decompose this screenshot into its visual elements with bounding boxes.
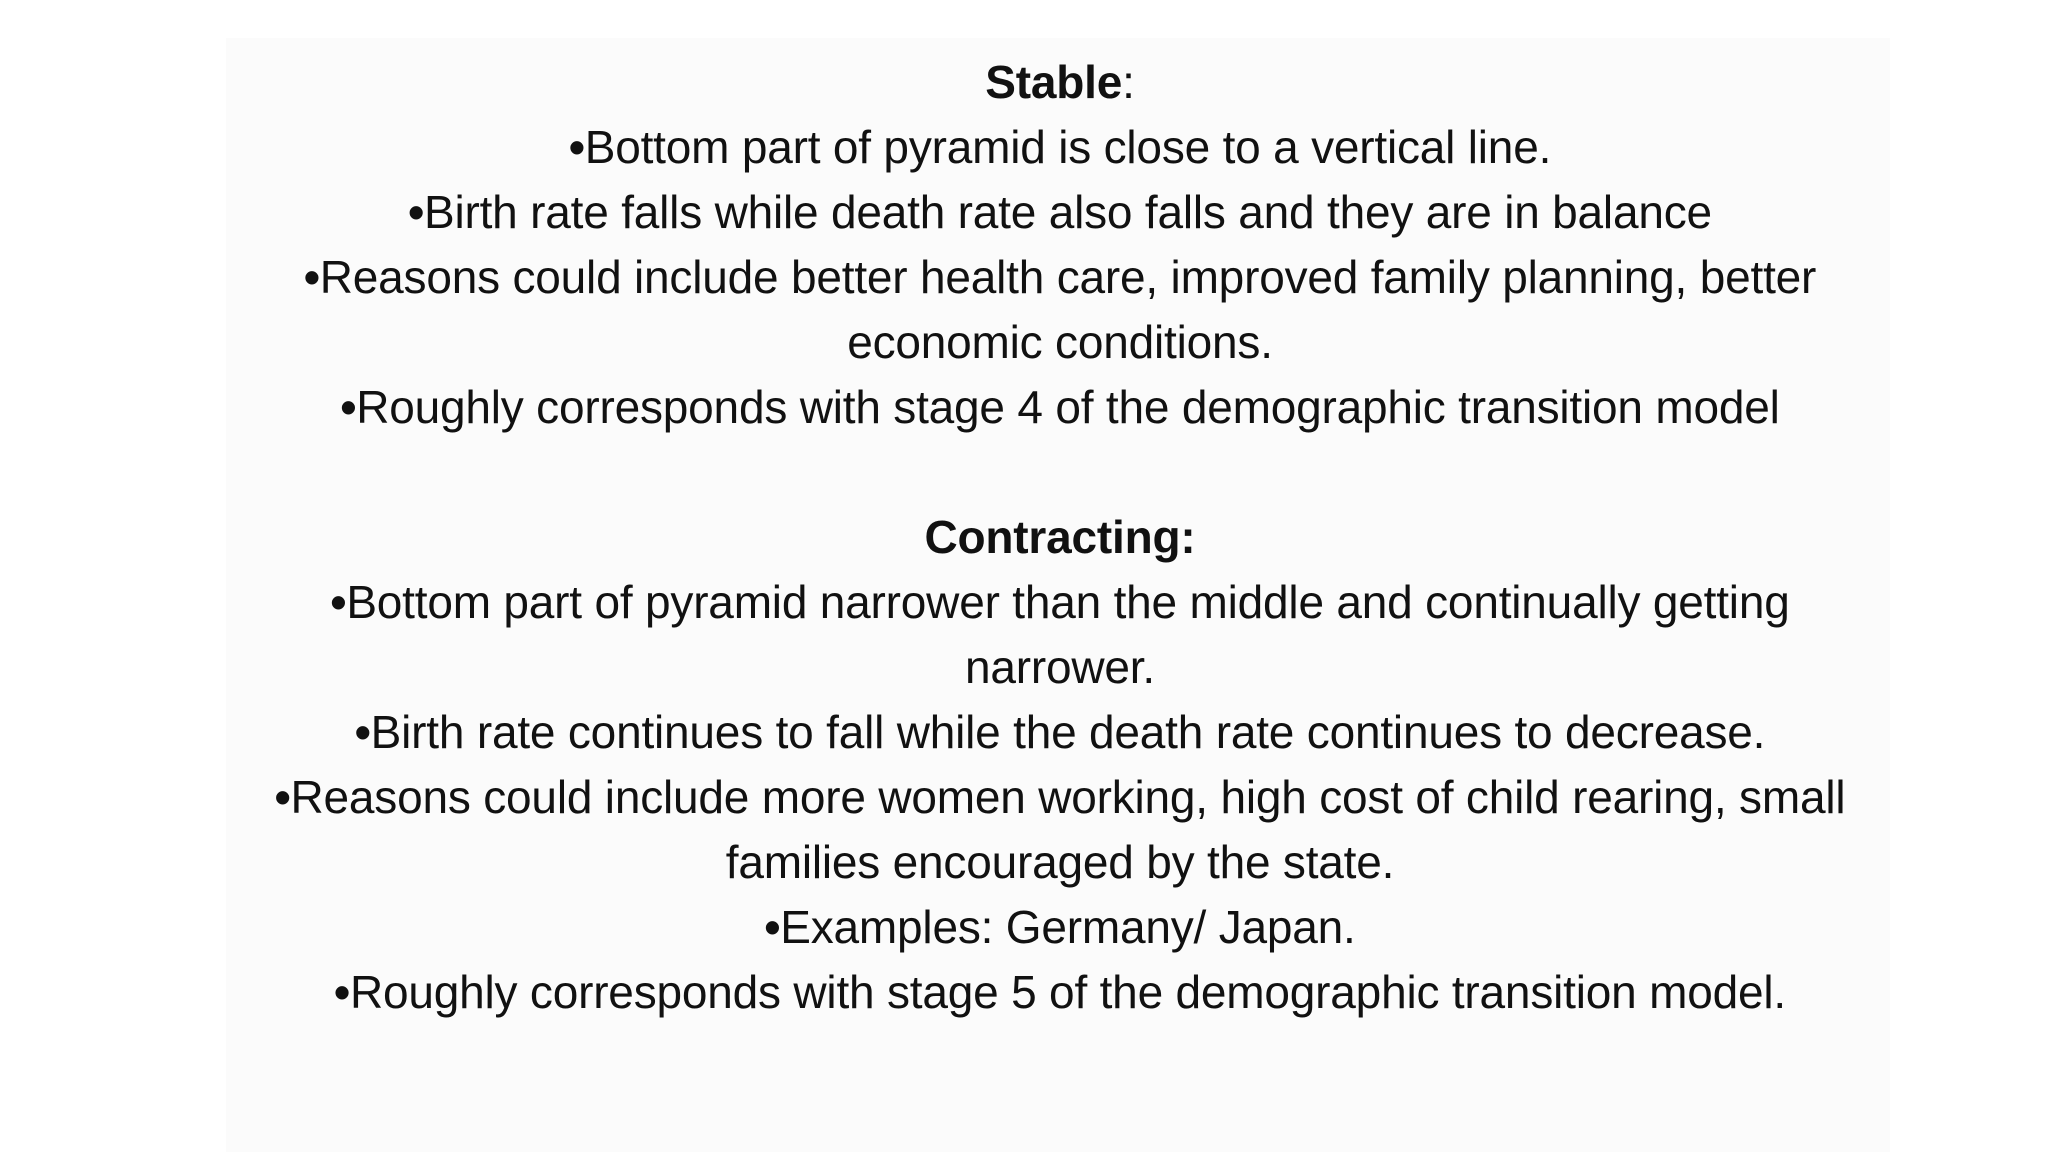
bullet-item — [200, 245, 1920, 375]
bullet-item — [200, 895, 1920, 960]
section-contracting — [200, 505, 1920, 1025]
section-heading — [200, 505, 1920, 570]
bullet-dot: • — [303, 251, 320, 303]
bullet-dot: • — [330, 576, 347, 628]
heading-text: Stable — [985, 56, 1123, 108]
bullet-item — [200, 765, 1920, 895]
bullet-item — [200, 375, 1920, 440]
slide-content — [200, 50, 1920, 1025]
bullet-item — [200, 570, 1920, 700]
bullet-dot: • — [354, 706, 371, 758]
bullet-text: Bottom part of pyramid is close to a vertical line. — [584, 121, 1552, 173]
bullet-dot: • — [408, 186, 424, 238]
bullet-dot: • — [274, 771, 291, 823]
bullet-text: Birth rate continues to fall while the death rate continues to decrease. — [370, 706, 1766, 758]
heading-text: Contracting: — [924, 511, 1196, 563]
bullet-text: Roughly corresponds with stage 4 of the demographic transition model — [356, 381, 1780, 433]
section-stable — [200, 50, 1920, 440]
bullet-item — [200, 180, 1920, 245]
bullet-item — [200, 960, 1920, 1025]
bullet-text: Bottom part of pyramid narrower than the middle and continually getting narrower. — [346, 576, 1790, 693]
bullet-dot: • — [334, 966, 350, 1018]
bullet-dot: • — [764, 901, 781, 953]
bullet-dot: • — [568, 121, 585, 173]
bullet-item — [200, 700, 1920, 765]
section-heading — [200, 50, 1920, 115]
bullet-text: Reasons could include better health care, improved family planning, better economic conditions. — [319, 251, 1817, 368]
bullet-text: Roughly corresponds with stage 5 of the demographic transition model. — [349, 966, 1786, 1018]
bullet-text: Reasons could include more women working, high cost of child rearing, small families encouraged by the state. — [290, 771, 1846, 888]
bullet-dot: • — [340, 381, 357, 433]
bullet-item — [200, 115, 1920, 180]
bullet-text: Examples: Germany/ Japan. — [780, 901, 1356, 953]
heading-colon: : — [1122, 56, 1135, 108]
bullet-text: Birth rate falls while death rate also falls and they are in balance — [423, 186, 1712, 238]
